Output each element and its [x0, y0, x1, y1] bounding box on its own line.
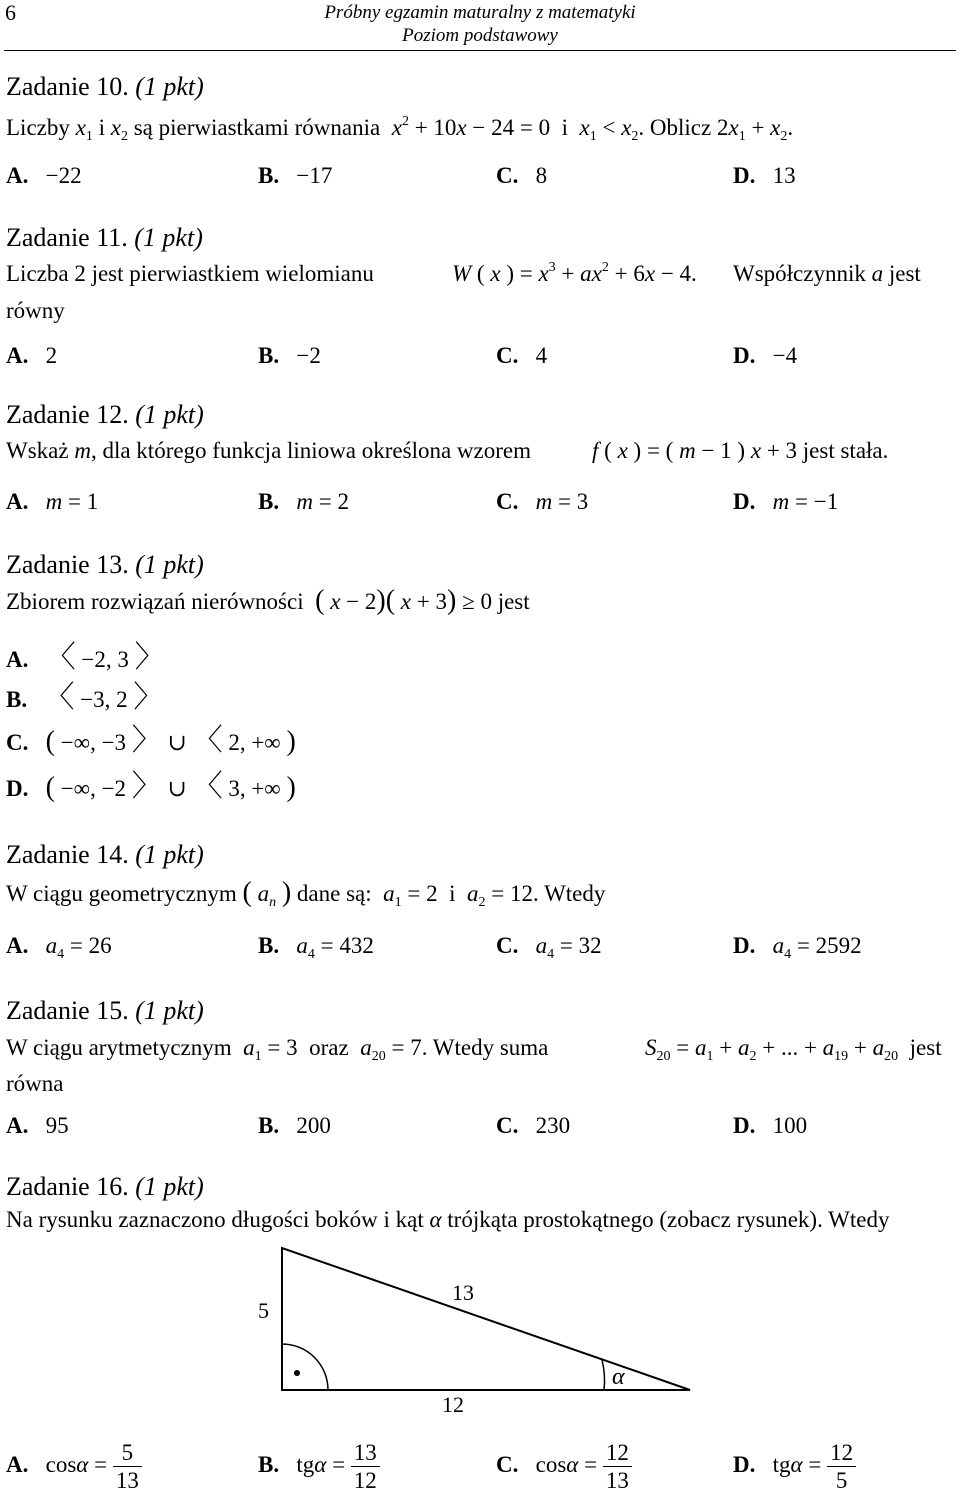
task-14-question: W ciągu geometrycznym ( $a_n$ ) dane są: $a_1 = 2$ i $a_2 = 12$. Wtedy [6, 877, 606, 910]
task-12-option-d[interactable]: D. m = −1 [733, 489, 839, 514]
side-label-vertical: 5 [258, 1298, 269, 1323]
task-12-option-c[interactable]: C. m = 3 [496, 489, 589, 514]
task-11-coefficient-text: Współczynnik a jest [733, 261, 921, 286]
task-10-option-a[interactable]: A. −22 [6, 163, 82, 188]
task-16-option-b[interactable]: B. tgα = $\frac{13}{12}$ [258, 1441, 380, 1492]
task-11-title: Zadanie 11. (1 pkt) [6, 223, 203, 252]
task-16-title: Zadanie 16. (1 pkt) [6, 1172, 204, 1201]
side-label-hypotenuse: 13 [452, 1280, 474, 1305]
task-15-option-d[interactable]: D. 100 [733, 1113, 808, 1138]
task-15-question-line2: równa [6, 1071, 64, 1096]
exam-title: Próbny egzamin maturalny z matematyki [324, 2, 636, 23]
task-15-option-b[interactable]: B. 200 [258, 1113, 331, 1138]
task-15-title: Zadanie 15. (1 pkt) [6, 996, 204, 1025]
right-angle-dot [294, 1370, 300, 1376]
task-15-option-a[interactable]: A. 95 [6, 1113, 69, 1138]
task-12-option-a[interactable]: A. m = 1 [6, 489, 99, 514]
task-13-question: Zbiorem rozwiązań nierówności ( x − 2)( x + 3) ≥ 0 jest [6, 585, 530, 616]
task-11-question-line2: równy [6, 298, 65, 323]
angle-alpha-arc [602, 1360, 605, 1390]
task-13-option-a[interactable]: A. 〈 −2, 3 〉 [6, 641, 165, 674]
side-label-horizontal: 12 [442, 1392, 464, 1417]
task-16-option-c[interactable]: C. cosα = $\frac{12}{13}$ [496, 1441, 632, 1492]
right-angle-arc [282, 1344, 328, 1390]
task-13-option-c[interactable]: C. ( −∞, −3 〉 ∪ 〈 2, +∞ ) [6, 724, 296, 757]
task-15-question-line1: W ciągu arytmetycznym $a_1 = 3$ oraz $a_{20} = 7$. Wtedy suma [6, 1035, 549, 1064]
header-divider [4, 50, 956, 51]
task-16-option-d[interactable]: D. tgα = $\frac{12}{5}$ [733, 1441, 856, 1492]
exam-level: Poziom podstawowy [402, 25, 558, 46]
task-14-option-b[interactable]: B. $a_4 = 432$ [258, 933, 374, 962]
task-11-option-c[interactable]: C. 4 [496, 343, 548, 368]
task-13-option-b[interactable]: B. 〈 −3, 2 〉 [6, 681, 164, 714]
task-10-question: Liczby $x_1$ i $x_2$ są pierwiastkami równania $x^2 + 10x - 24 = 0$ i $x_1 < x_2$. Oblicz $2x_1 + x_2$. [6, 114, 794, 144]
task-13-title: Zadanie 13. (1 pkt) [6, 550, 204, 579]
task-14-option-c[interactable]: C. $a_4 = 32$ [496, 933, 602, 962]
task-11-option-b[interactable]: B. −2 [258, 343, 321, 368]
task-13-option-d[interactable]: D. ( −∞, −2 〉 ∪ 〈 3, +∞ ) [6, 770, 296, 803]
task-12-formula: f ( x ) = ( m − 1 ) x + 3 jest stała. [592, 438, 889, 463]
task-15-option-c[interactable]: C. 230 [496, 1113, 571, 1138]
page-number: 6 [5, 0, 16, 25]
task-12-question: Wskaż m, dla którego funkcja liniowa określona wzorem [6, 438, 532, 463]
task-12-option-b[interactable]: B. m = 2 [258, 489, 349, 514]
task-15-sum: $S_{20} = a_1 + a_2$ + ... + $a_{19} + a_{20}$ jest [645, 1035, 942, 1064]
task-10-option-d[interactable]: D. 13 [733, 163, 796, 188]
angle-label-alpha: α [612, 1364, 625, 1390]
triangle-figure [258, 1240, 710, 1420]
task-11-polynomial: W ( x ) = $x^3 + ax^2 + 6x - 4$. [452, 260, 697, 286]
task-10-title: Zadanie 10. (1 pkt) [6, 72, 204, 101]
task-14-option-d[interactable]: D. $a_4 = 2592$ [733, 933, 862, 962]
task-16-question: Na rysunku zaznaczono długości boków i kąt α trójkąta prostokątnego (zobacz rysunek). Wtedy [6, 1207, 890, 1232]
right-triangle [282, 1248, 690, 1390]
task-11-option-a[interactable]: A. 2 [6, 343, 58, 368]
task-11-question-line1: Liczba 2 jest pierwiastkiem wielomianu [6, 261, 374, 286]
task-12-title: Zadanie 12. (1 pkt) [6, 400, 204, 429]
task-11-option-d[interactable]: D. −4 [733, 343, 798, 368]
task-14-title: Zadanie 14. (1 pkt) [6, 840, 204, 869]
task-14-option-a[interactable]: A. $a_4 = 26$ [6, 933, 112, 962]
task-10-option-c[interactable]: C. 8 [496, 163, 548, 188]
task-16-option-a[interactable]: A. cosα = $\frac{5}{13}$ [6, 1441, 142, 1492]
task-10-option-b[interactable]: B. −17 [258, 163, 333, 188]
